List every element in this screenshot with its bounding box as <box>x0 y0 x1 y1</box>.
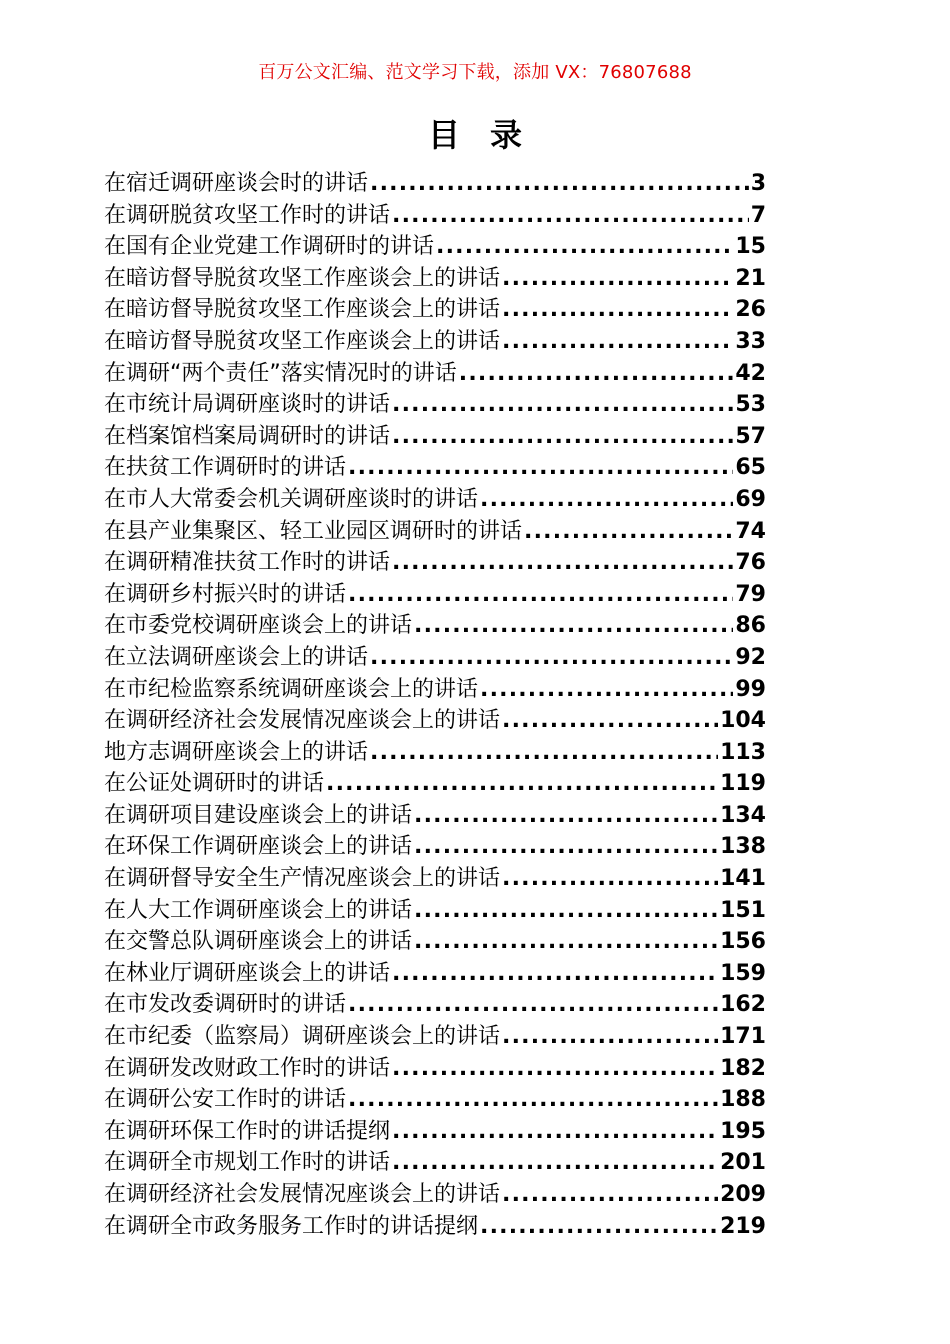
toc-dot-leader <box>326 768 718 800</box>
toc-entry-title: 在交警总队调研座谈会上的讲话 <box>104 929 413 955</box>
toc-entry[interactable] <box>104 1021 766 1053</box>
toc-entry[interactable] <box>104 831 766 863</box>
toc-dot-leader <box>392 547 733 579</box>
toc-dot-leader <box>414 895 718 927</box>
toc-entry-page-number: 65 <box>735 455 766 481</box>
toc-entry-page-number: 86 <box>735 613 766 639</box>
toc-entry-title: 在市统计局调研座谈时的讲话 <box>104 392 391 418</box>
toc-entry-title: 在公证处调研时的讲话 <box>104 771 325 797</box>
toc-entry-page-number: 69 <box>735 486 766 512</box>
toc-entry-title: 在调研精准扶贫工作时的讲话 <box>104 550 391 576</box>
toc-entry[interactable] <box>104 705 766 737</box>
toc-entry-title: 在调研脱贫攻坚工作时的讲话 <box>104 202 391 228</box>
toc-entry-title: 在市发改委调研时的讲话 <box>104 992 347 1018</box>
toc-entry-title: 在调研经济社会发展情况座谈会上的讲话 <box>104 1182 501 1207</box>
toc-entry[interactable] <box>104 294 766 326</box>
toc-dot-leader <box>348 989 718 1021</box>
toc-entry-title: 在调研公安工作时的讲话 <box>104 1087 347 1113</box>
toc-entry[interactable] <box>104 1084 766 1116</box>
toc-entry[interactable] <box>104 1179 766 1211</box>
toc-entry-title: 在调研环保工作时的讲话提纲 <box>104 1118 391 1144</box>
toc-entry[interactable] <box>104 389 766 421</box>
toc-entry[interactable] <box>104 926 766 958</box>
toc-entry-page-number: 7 <box>750 202 766 228</box>
toc-entry[interactable] <box>104 958 766 990</box>
toc-dot-leader <box>392 389 733 421</box>
toc-title: 目录 <box>427 116 552 154</box>
header-contact-note: 百万公文汇编、范文学习下载，添加 VX：76807688 <box>258 62 692 83</box>
toc-dot-leader <box>502 326 733 358</box>
toc-entry-page-number: 53 <box>735 392 766 418</box>
toc-entry[interactable] <box>104 326 766 358</box>
toc-entry[interactable] <box>104 358 766 390</box>
toc-entry-page-number: 209 <box>720 1182 766 1207</box>
toc-entry[interactable] <box>104 168 766 200</box>
toc-entry-title: 在国有企业党建工作调研时的讲话 <box>104 234 435 260</box>
toc-entry-title: 在暗访督导脱贫攻坚工作座谈会上的讲话 <box>104 297 501 323</box>
toc-entry[interactable] <box>104 231 766 263</box>
toc-entry-page-number: 15 <box>735 234 766 260</box>
toc-dot-leader <box>348 1084 718 1116</box>
toc-dot-leader <box>392 1053 718 1085</box>
toc-entry-page-number: 21 <box>735 265 766 291</box>
toc-entry-page-number: 74 <box>735 518 766 544</box>
toc-dot-leader <box>370 642 733 674</box>
toc-entry[interactable] <box>104 579 766 611</box>
toc-entry-title: 在人大工作调研座谈会上的讲话 <box>104 897 413 923</box>
toc-entry-page-number: 188 <box>720 1087 766 1113</box>
toc-entry-title: 在调研全市规划工作时的讲话 <box>104 1150 391 1176</box>
toc-entry-page-number: 171 <box>720 1024 766 1050</box>
toc-entry[interactable] <box>104 800 766 832</box>
toc-entry-title: 在调研发改财政工作时的讲话 <box>104 1055 391 1081</box>
toc-entry[interactable] <box>104 674 766 706</box>
toc-entry[interactable] <box>104 895 766 927</box>
toc-entry-title: 在调研“两个责任”落实情况时的讲话 <box>104 360 457 386</box>
toc-entry-page-number: 141 <box>720 866 766 892</box>
toc-dot-leader <box>524 516 733 548</box>
toc-entry[interactable] <box>104 200 766 232</box>
toc-entry[interactable] <box>104 768 766 800</box>
toc-entry[interactable] <box>104 642 766 674</box>
toc-entry[interactable] <box>104 1147 766 1179</box>
toc-dot-leader <box>392 958 718 990</box>
toc-dot-leader <box>414 831 718 863</box>
toc-entry-page-number: 156 <box>720 929 766 955</box>
toc-entry-page-number: 92 <box>735 644 766 670</box>
toc-entry-page-number: 162 <box>720 992 766 1018</box>
toc-entry[interactable] <box>104 263 766 295</box>
toc-dot-leader <box>436 231 733 263</box>
toc-entry-page-number: 104 <box>720 708 766 734</box>
toc-entry-title: 在市纪检监察系统调研座谈会上的讲话 <box>104 676 479 702</box>
toc-dot-leader <box>502 1021 718 1053</box>
toc-entry-page-number: 138 <box>720 834 766 860</box>
toc-entry-title: 在林业厅调研座谈会上的讲话 <box>104 960 391 986</box>
toc-entry-title: 地方志调研座谈会上的讲话 <box>104 739 369 765</box>
toc-entry-title: 在环保工作调研座谈会上的讲话 <box>104 834 413 860</box>
toc-entry[interactable] <box>104 989 766 1021</box>
toc-entry-page-number: 57 <box>735 423 766 449</box>
toc-dot-leader <box>392 1147 718 1179</box>
toc-entry[interactable] <box>104 516 766 548</box>
toc-list <box>104 168 766 1242</box>
toc-dot-leader <box>480 484 733 516</box>
toc-entry[interactable] <box>104 421 766 453</box>
toc-entry-page-number: 99 <box>735 676 766 702</box>
toc-dot-leader <box>414 926 718 958</box>
toc-entry-page-number: 219 <box>720 1213 766 1239</box>
toc-dot-leader <box>502 705 718 737</box>
toc-dot-leader <box>392 1116 718 1148</box>
toc-entry[interactable] <box>104 452 766 484</box>
toc-entry-page-number: 159 <box>720 960 766 986</box>
toc-entry[interactable] <box>104 547 766 579</box>
toc-entry[interactable] <box>104 863 766 895</box>
toc-dot-leader <box>392 421 733 453</box>
toc-entry-title: 在档案馆档案局调研时的讲话 <box>104 423 391 449</box>
toc-entry-title: 在扶贫工作调研时的讲话 <box>104 455 347 481</box>
toc-entry[interactable] <box>104 737 766 769</box>
toc-dot-leader <box>348 579 733 611</box>
toc-dot-leader <box>480 674 733 706</box>
toc-dot-leader <box>502 294 733 326</box>
toc-entry-page-number: 151 <box>720 897 766 923</box>
toc-entry-page-number: 76 <box>735 550 766 576</box>
toc-entry-page-number: 201 <box>720 1150 766 1176</box>
toc-dot-leader <box>348 452 733 484</box>
toc-entry-title: 在宿迁调研座谈会时的讲话 <box>104 171 369 196</box>
toc-dot-leader <box>459 358 734 390</box>
toc-entry-page-number: 33 <box>735 328 766 354</box>
toc-entry[interactable] <box>104 484 766 516</box>
toc-entry-page-number: 134 <box>720 802 766 828</box>
toc-dot-leader <box>502 263 733 295</box>
toc-entry[interactable] <box>104 610 766 642</box>
toc-entry-page-number: 195 <box>720 1118 766 1144</box>
toc-entry-page-number: 113 <box>720 739 766 765</box>
toc-dot-leader <box>414 800 718 832</box>
toc-entry-title: 在暗访督导脱贫攻坚工作座谈会上的讲话 <box>104 265 501 291</box>
toc-entry[interactable] <box>104 1211 766 1243</box>
toc-entry-title: 在调研经济社会发展情况座谈会上的讲话 <box>104 708 501 734</box>
toc-dot-leader <box>502 863 718 895</box>
toc-entry-page-number: 42 <box>735 360 766 386</box>
toc-entry-page-number: 119 <box>720 771 766 797</box>
toc-entry-title: 在调研乡村振兴时的讲话 <box>104 581 347 607</box>
toc-entry-page-number: 79 <box>735 581 766 607</box>
toc-dot-leader <box>414 610 733 642</box>
toc-entry-title: 在调研项目建设座谈会上的讲话 <box>104 802 413 828</box>
toc-entry-page-number: 3 <box>750 171 766 196</box>
toc-dot-leader <box>370 168 749 200</box>
toc-entry-title: 在市人大常委会机关调研座谈时的讲话 <box>104 486 479 512</box>
toc-dot-leader <box>502 1179 718 1211</box>
toc-entry[interactable] <box>104 1053 766 1085</box>
toc-entry-title: 在市纪委（监察局）调研座谈会上的讲话 <box>104 1024 501 1050</box>
toc-entry-page-number: 182 <box>720 1055 766 1081</box>
toc-entry-title: 在调研督导安全生产情况座谈会上的讲话 <box>104 866 501 892</box>
toc-entry-title: 在县产业集聚区、轻工业园区调研时的讲话 <box>104 518 523 544</box>
toc-entry-title: 在调研全市政务服务工作时的讲话提纲 <box>104 1213 479 1239</box>
toc-dot-leader <box>392 200 749 232</box>
toc-entry[interactable] <box>104 1116 766 1148</box>
toc-entry-title: 在暗访督导脱贫攻坚工作座谈会上的讲话 <box>104 328 501 354</box>
toc-entry-title: 在立法调研座谈会上的讲话 <box>104 644 369 670</box>
toc-dot-leader <box>370 737 718 769</box>
toc-entry-title: 在市委党校调研座谈会上的讲话 <box>104 613 413 639</box>
toc-dot-leader <box>480 1211 718 1243</box>
toc-entry-page-number: 26 <box>735 297 766 323</box>
